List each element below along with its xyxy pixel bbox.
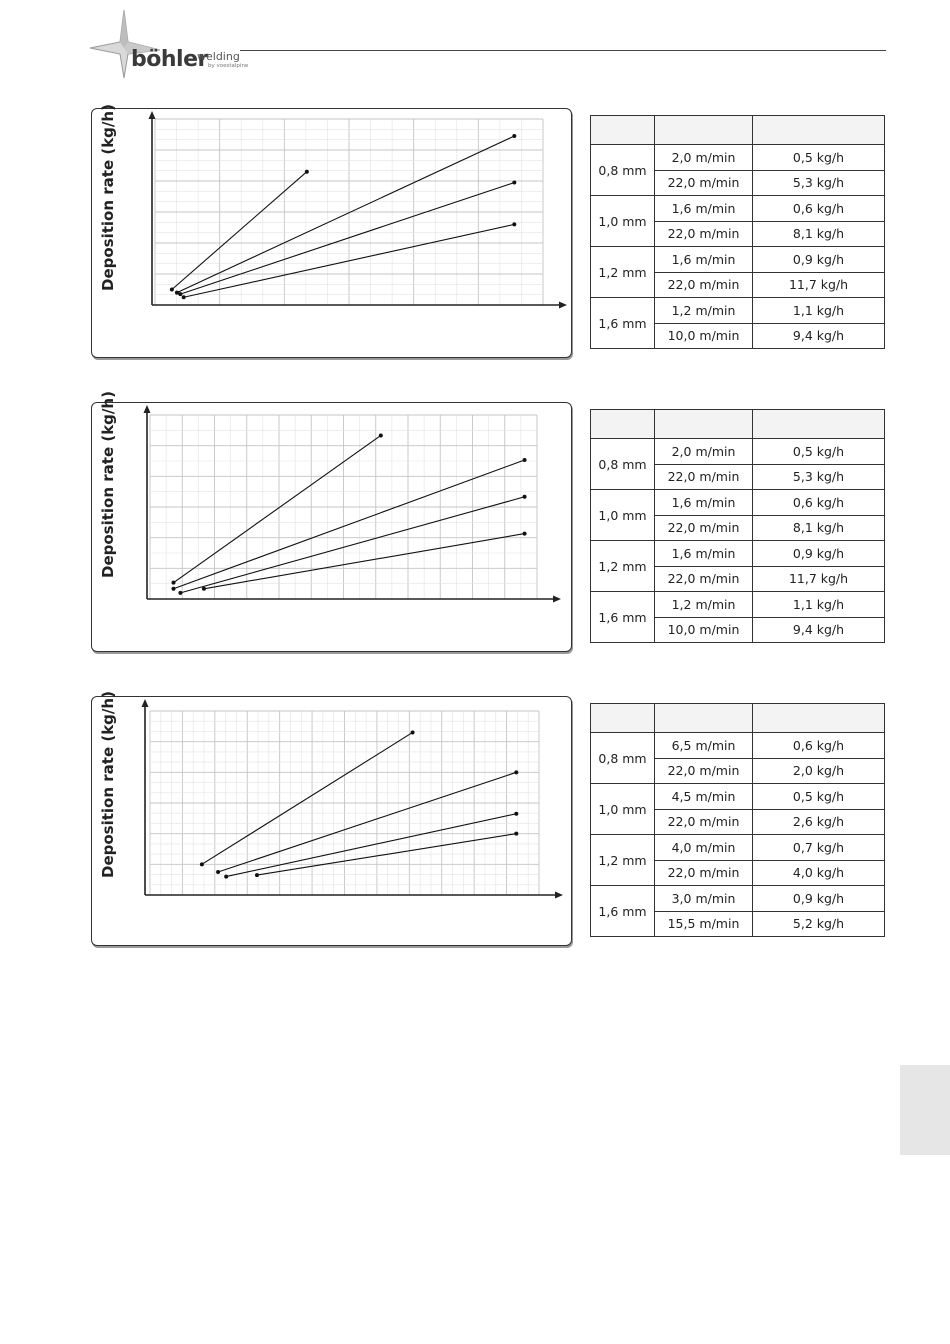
- series-line-1: [173, 435, 380, 582]
- deposition-rate-cell: 1,1 kg/h: [753, 298, 885, 324]
- deposition-rate-cell: 0,9 kg/h: [753, 886, 885, 912]
- series-1-point-2: [305, 170, 309, 174]
- series-line-1: [202, 732, 413, 864]
- deposition-rate-cell: 5,3 kg/h: [753, 464, 885, 490]
- series-3-point-2: [514, 812, 518, 816]
- deposition-rate-cell: 0,7 kg/h: [753, 835, 885, 861]
- y-axis-arrow: [149, 111, 156, 119]
- deposition-rate-cell: 0,6 kg/h: [753, 196, 885, 222]
- table-row: [591, 784, 885, 810]
- series-2-point-2: [514, 770, 518, 774]
- table-header-cell: [591, 410, 655, 439]
- chart-panel-1: [91, 104, 572, 358]
- wire-diameter-cell: 1,0 mm: [591, 784, 655, 835]
- wire-speed-cell: 15,5 m/min: [655, 911, 753, 937]
- wire-speed-cell: 1,6 m/min: [655, 490, 753, 516]
- deposition-rate-cell: 9,4 kg/h: [753, 617, 885, 643]
- wire-diameter-cell: 1,6 mm: [591, 592, 655, 643]
- series-3-point-2: [523, 495, 527, 499]
- wire-speed-cell: 1,2 m/min: [655, 298, 753, 324]
- wire-diameter-cell: 1,6 mm: [591, 886, 655, 937]
- side-index-tab: [900, 1065, 950, 1155]
- series-4-point-2: [523, 532, 527, 536]
- wire-speed-cell: 3,0 m/min: [655, 886, 753, 912]
- data-table-3: [590, 703, 885, 937]
- chart-2-ylabel: Deposition rate (kg/h): [99, 391, 117, 578]
- series-2-point-1: [171, 587, 175, 591]
- chart-1-svg: [92, 104, 571, 357]
- table-header-row: [591, 116, 885, 145]
- table-header-cell: [753, 116, 885, 145]
- series-1-point-1: [171, 581, 175, 585]
- wire-diameter-cell: 1,0 mm: [591, 490, 655, 541]
- table-row: [591, 835, 885, 861]
- chart-grid: [150, 711, 539, 895]
- wire-diameter-cell: 1,6 mm: [591, 298, 655, 349]
- series-3-point-1: [178, 292, 182, 296]
- wire-speed-cell: 1,6 m/min: [655, 247, 753, 273]
- table-row: [591, 145, 885, 171]
- deposition-rate-cell: 11,7 kg/h: [753, 272, 885, 298]
- table-row: [591, 298, 885, 324]
- series-line-2: [177, 136, 514, 293]
- brand-tagline: by voestalpine: [208, 63, 249, 69]
- deposition-rate-cell: 5,2 kg/h: [753, 911, 885, 937]
- y-axis-arrow: [142, 699, 149, 707]
- wire-speed-cell: 6,5 m/min: [655, 733, 753, 759]
- wire-speed-cell: 22,0 m/min: [655, 809, 753, 835]
- wire-speed-cell: 22,0 m/min: [655, 860, 753, 886]
- deposition-rate-cell: 8,1 kg/h: [753, 515, 885, 541]
- series-4-point-2: [512, 222, 516, 226]
- series-2-point-2: [512, 134, 516, 138]
- chart-1-ylabel: Deposition rate (kg/h): [99, 104, 117, 291]
- deposition-rate-cell: 0,5 kg/h: [753, 439, 885, 465]
- wire-speed-cell: 10,0 m/min: [655, 323, 753, 349]
- chart-panel-2: [91, 391, 572, 652]
- chart-panel-3: [91, 691, 572, 946]
- wire-speed-cell: 22,0 m/min: [655, 170, 753, 196]
- wire-speed-cell: 10,0 m/min: [655, 617, 753, 643]
- wire-speed-cell: 22,0 m/min: [655, 515, 753, 541]
- y-axis-arrow: [144, 405, 151, 413]
- chart-3-ylabel: Deposition rate (kg/h): [99, 691, 117, 878]
- series-4-point-2: [514, 832, 518, 836]
- deposition-rate-cell: 9,4 kg/h: [753, 323, 885, 349]
- series-3-point-1: [178, 591, 182, 595]
- header-rule: [240, 50, 886, 51]
- series-line-2: [173, 460, 524, 589]
- table-header-cell: [591, 116, 655, 145]
- wire-speed-cell: 22,0 m/min: [655, 464, 753, 490]
- table-header-cell: [655, 116, 753, 145]
- deposition-rate-cell: 5,3 kg/h: [753, 170, 885, 196]
- wire-speed-cell: 4,0 m/min: [655, 835, 753, 861]
- wire-diameter-cell: 1,2 mm: [591, 247, 655, 298]
- table-header-cell: [753, 410, 885, 439]
- series-2-point-1: [216, 870, 220, 874]
- deposition-rate-cell: 11,7 kg/h: [753, 566, 885, 592]
- chart-grid: [150, 415, 537, 599]
- table-header-cell: [753, 704, 885, 733]
- x-axis-arrow: [559, 302, 567, 309]
- deposition-rate-cell: 8,1 kg/h: [753, 221, 885, 247]
- x-axis-arrow: [553, 596, 561, 603]
- series-line-1: [172, 172, 307, 290]
- series-1-point-1: [200, 862, 204, 866]
- wire-speed-cell: 1,6 m/min: [655, 196, 753, 222]
- deposition-rate-cell: 0,6 kg/h: [753, 490, 885, 516]
- series-4-point-1: [182, 295, 186, 299]
- table-row: [591, 196, 885, 222]
- wire-speed-cell: 1,2 m/min: [655, 592, 753, 618]
- table-row: [591, 490, 885, 516]
- deposition-rate-cell: 0,5 kg/h: [753, 784, 885, 810]
- table-header-cell: [655, 410, 753, 439]
- deposition-rate-cell: 2,6 kg/h: [753, 809, 885, 835]
- table-header-row: [591, 410, 885, 439]
- chart-3-svg: [92, 691, 571, 945]
- wire-speed-cell: 22,0 m/min: [655, 758, 753, 784]
- table-header-cell: [655, 704, 753, 733]
- table-row: [591, 541, 885, 567]
- deposition-rate-cell: 1,1 kg/h: [753, 592, 885, 618]
- table-row: [591, 439, 885, 465]
- brand-suffix: welding: [197, 50, 240, 63]
- table-row: [591, 247, 885, 273]
- series-4-point-1: [202, 587, 206, 591]
- data-table-1: [590, 115, 885, 349]
- wire-diameter-cell: 1,2 mm: [591, 541, 655, 592]
- series-2-point-2: [523, 458, 527, 462]
- series-3-point-1: [224, 875, 228, 879]
- table-row: [591, 592, 885, 618]
- table-row: [591, 886, 885, 912]
- data-table-2: [590, 409, 885, 643]
- x-axis-arrow: [555, 892, 563, 899]
- wire-speed-cell: 22,0 m/min: [655, 272, 753, 298]
- wire-speed-cell: 22,0 m/min: [655, 221, 753, 247]
- table-header-cell: [591, 704, 655, 733]
- table-row: [591, 733, 885, 759]
- series-4-point-1: [255, 873, 259, 877]
- deposition-rate-cell: 0,5 kg/h: [753, 145, 885, 171]
- deposition-rate-cell: 0,6 kg/h: [753, 733, 885, 759]
- deposition-rate-cell: 0,9 kg/h: [753, 247, 885, 273]
- deposition-rate-cell: 2,0 kg/h: [753, 758, 885, 784]
- wire-diameter-cell: 0,8 mm: [591, 733, 655, 784]
- chart-grid: [155, 119, 543, 305]
- wire-speed-cell: 22,0 m/min: [655, 566, 753, 592]
- wire-diameter-cell: 1,0 mm: [591, 196, 655, 247]
- wire-diameter-cell: 1,2 mm: [591, 835, 655, 886]
- chart-2-svg: [92, 391, 571, 651]
- wire-speed-cell: 2,0 m/min: [655, 439, 753, 465]
- series-1-point-2: [411, 730, 415, 734]
- wire-speed-cell: 4,5 m/min: [655, 784, 753, 810]
- wire-speed-cell: 1,6 m/min: [655, 541, 753, 567]
- series-1-point-2: [379, 433, 383, 437]
- series-3-point-2: [512, 181, 516, 185]
- series-1-point-1: [170, 288, 174, 292]
- wire-speed-cell: 2,0 m/min: [655, 145, 753, 171]
- deposition-rate-cell: 4,0 kg/h: [753, 860, 885, 886]
- wire-diameter-cell: 0,8 mm: [591, 145, 655, 196]
- deposition-rate-cell: 0,9 kg/h: [753, 541, 885, 567]
- table-header-row: [591, 704, 885, 733]
- wire-diameter-cell: 0,8 mm: [591, 439, 655, 490]
- brand-wordmark: böhler: [131, 47, 208, 72]
